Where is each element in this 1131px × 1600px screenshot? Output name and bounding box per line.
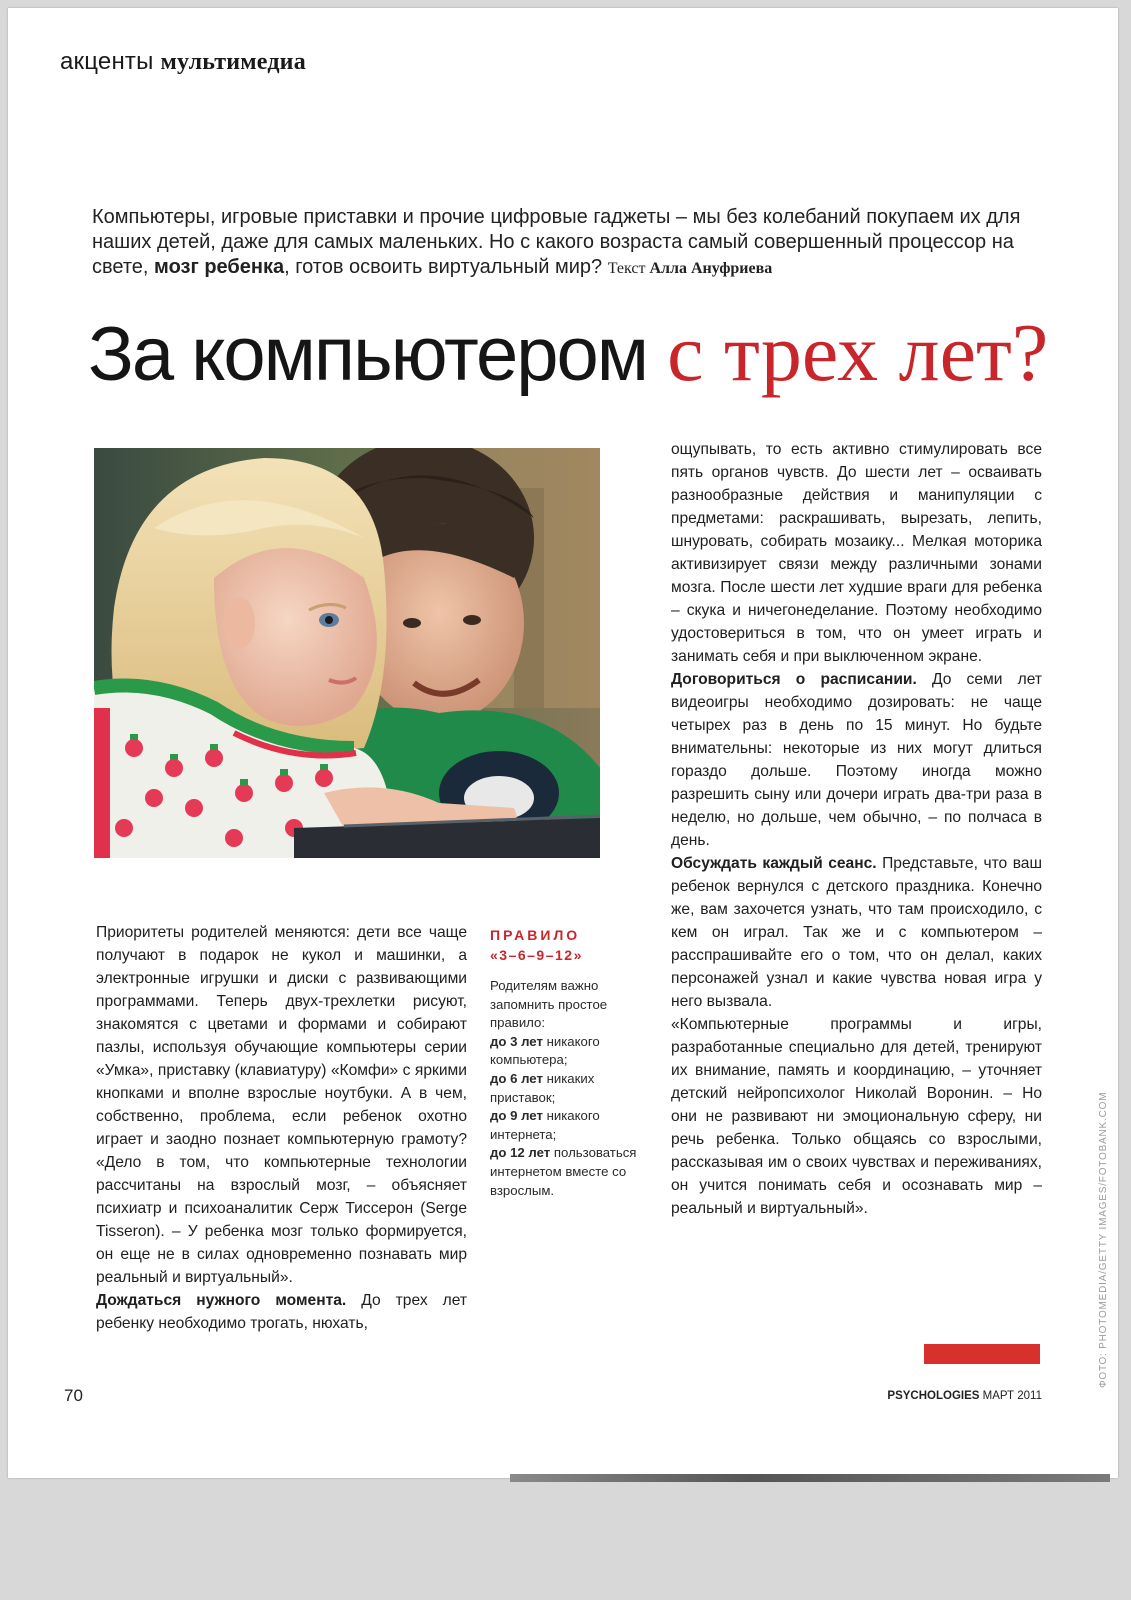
rule-title: ПРАВИЛО [490,927,581,943]
page-number: 70 [64,1386,83,1405]
headline-part-2: с трех лет? [667,307,1049,398]
section-label-bold: мультимедиа [160,49,306,75]
subhead-wait: Дождаться нужного момента. [96,1292,347,1309]
article-column-left [96,921,467,1335]
paragraph-quote: «Компьютерные программы и игры, разработанные специально для детей, тренируют их внимание, память и координацию, – уточняет детский нейропсихолог Николай Воронин. – Но они не развивают ни эмоциональную сферу, ни речь ребенка. Только общаясь со взрослыми, рассказывая им о своих чувствах и переживаниях, он учится понимать себя и осознавать мир – реальный и виртуальный». [671,1016,1042,1217]
article-photo [94,448,600,858]
scan-edge [510,1474,1110,1482]
section-label-light: акценты [60,48,154,75]
paragraph-senses: ощупывать, то есть активно стимулировать все пять органов чувств. До шести лет – осваивать разнообразные действия и манипуляции с предметами: раскрашивать, вырезать, лепить, шнуровать, собирать мозаику... Мелкая моторика активизирует связи между различными зонами мозга. После шести лет худшие враги для ребенка – скука и ничегонеделание. Поэтому необходимо удостовериться в том, что он умеет играть и занимать себя и при выключенном экране. [671,441,1042,665]
article-column-right [671,438,1042,1220]
subhead-schedule: Договориться о расписании. [671,671,917,688]
magazine-name: PSYCHOLOGIES [887,1390,980,1402]
headline-part-1: За компьютером [88,312,647,397]
lead-text-2: , готов освоить виртуальный мир? [284,256,603,278]
credit-label: Текст [607,260,646,277]
rule-item-age: до 6 лет [490,1070,543,1086]
magazine-page [8,8,1118,1478]
headline [88,303,1118,405]
rule-item-text: никаких приставок; [490,1070,595,1105]
rule-item [490,1033,650,1070]
paragraph-intro: Приоритеты родителей меняются: дети все чаще получают в подарок не кукол и машинки, а электронные игрушки и диски с развивающими программами. Теперь двух-трехлетки рисуют, знакомятся с цветами и формами и собирают пазлы, используя обучающие компьютеры серии «Умка», приставку (клавиатуру) «Комфи» с яркими кнопками и вполне взрослые ноутбуки. А в чем, собственно, проблема, если ребенок охотно играет и заодно познает компьютерную грамоту? «Дело в том, что компьютерные технологии рассчитаны на взрослый мозг, – объясняет психиатр и психоаналитик Серж Тиссерон (Serge Tisseron). – У ребенка мозг только формируется, он еще не в силах одновременно познавать мир реальный и виртуальный». [96,924,467,1286]
rule-item [490,1070,650,1107]
accent-bar [924,1344,1040,1364]
rule-item-text: пользоваться интернетом вместе со взрослым. [490,1145,637,1198]
paragraph-wait [96,1289,467,1335]
rule-item-text: никакого интернета; [490,1108,600,1142]
rule-item [490,1144,650,1200]
lead-text-1: Компьютеры, игровые приставки и прочие цифровые гаджеты – мы без колебаний покупаем их для наших детей, даже для самых маленьких. Но с какого возраста самый совершенный процессор на свете, [92,206,1021,278]
paragraph-discuss-text: Представьте, что ваш ребенок вернулся с детского праздника. Конечно же, вам захочется узнать, что там происходило, с кем он играл. Так же и с компьютером – расспрашивайте его о том, что он делал, каких персонажей узнал и какие чувства новая игра у него вызвала. [671,855,1042,1010]
rule-item-age: до 9 лет [490,1108,543,1124]
paragraph-discuss [671,852,1042,1013]
rule-item-age: до 12 лет [490,1145,551,1161]
paragraph-schedule [671,668,1042,852]
rule-code: «3–6–9–12» [490,947,583,963]
rule-item-text: никакого компьютера; [490,1033,600,1068]
paragraph-wait-text: До трех лет ребенку необходимо трогать, нюхать, [96,1292,468,1332]
rule-item-age: до 3 лет [490,1033,543,1049]
issue-date: МАРТ 2011 [982,1390,1042,1402]
paragraph-schedule-text: До семи лет видеоигры необходимо дозировать: не чаще четырех раз в день по 15 минут. Но будьте внимательны: некоторые из них могут длиться гораздо дольше. Поэтому иногда можно разрешить сыну или дочери играть два-три раза в неделю, но дольше, чем обычно, – по полчаса в день. [671,671,1042,849]
footer-brand [887,1390,1042,1402]
author-name: Алла Ануфриева [649,260,773,277]
rule-intro: Родителям важно запомнить простое правило: [490,978,608,1031]
section-header [60,48,306,76]
author-credit [608,260,773,277]
photo-credit: ФОТО: PHOTOMEDIA/GETTY IMAGES/FOTOBANK.COM [1098,1091,1109,1388]
lead-paragraph [92,205,1052,281]
lead-bold: мозг ребенка [154,256,285,278]
subhead-discuss: Обсуждать каждый сеанс. [671,855,877,872]
rule-item [490,1107,650,1144]
rule-sidebar [490,925,650,1200]
